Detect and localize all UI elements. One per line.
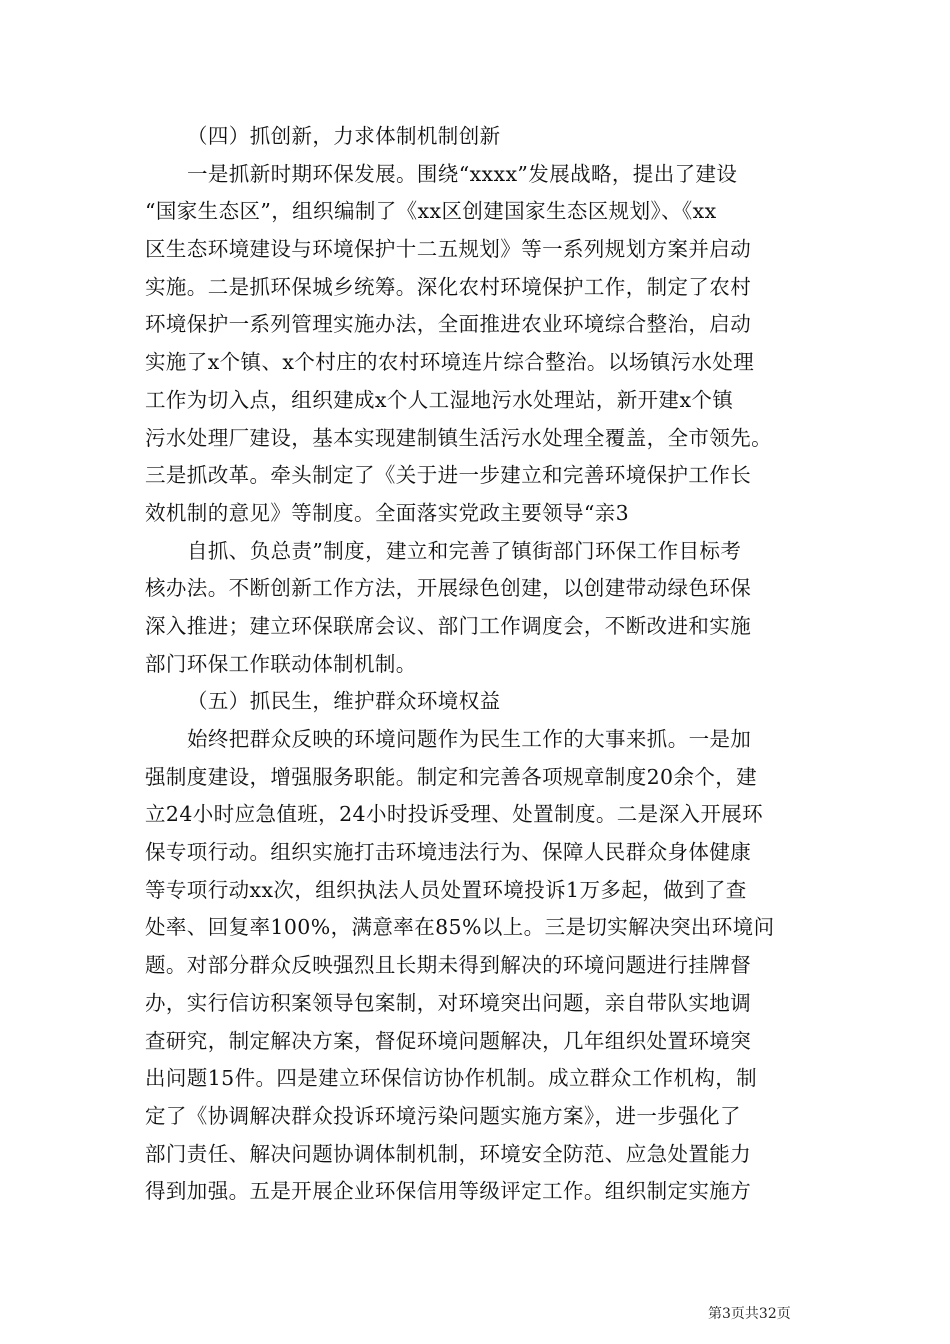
paragraph-line: 一是抓新时期环保发展。围绕“xxxx”发展战略，提出了建设 bbox=[187, 161, 738, 186]
paragraph-line: “国家生态区”，组织编制了《xx区创建国家生态区规划》、《xx bbox=[145, 199, 717, 224]
paragraph-line: 题。对部分群众反映强烈且长期未得到解决的环境问题进行挂牌督 bbox=[145, 953, 752, 978]
section-heading-4: （四）抓创新，力求体制机制创新 bbox=[187, 124, 501, 148]
document-body bbox=[145, 118, 808, 1211]
paragraph-line: 实施了x个镇、x个村庄的农村环境连片综合整治。以场镇污水处理 bbox=[145, 350, 755, 375]
paragraph-line: 部门环保工作联动体制机制。 bbox=[145, 651, 417, 676]
section-heading-5: （五）抓民生，维护群众环境权益 bbox=[187, 689, 501, 714]
page-number: 第3页共32页 bbox=[708, 1306, 791, 1322]
paragraph-line: 办，实行信访积案领导包案制，对环境突出问题，亲自带队实地调 bbox=[145, 990, 752, 1015]
paragraph-line: 环境保护一系列管理实施办法，全面推进农业环境综合整治，启动 bbox=[145, 312, 752, 337]
paragraph-livelihood bbox=[145, 721, 808, 1211]
paragraph-line: 处率、回复率100%，满意率在85%以上。三是切实解决突出环境问 bbox=[145, 915, 775, 940]
paragraph-line: 工作为切入点，组织建成x个人工湿地污水处理站，新开建x个镇 bbox=[145, 387, 734, 412]
paragraph-line: 定了《协调解决群众投诉环境污染问题实施方案》，进一步强化了 bbox=[145, 1103, 741, 1128]
paragraph-line: 得到加强。五是开展企业环保信用等级评定工作。组织制定实施方 bbox=[145, 1179, 752, 1204]
paragraph-continuation bbox=[145, 533, 808, 684]
paragraph-line: 强制度建设，增强服务职能。制定和完善各项规章制度20余个，建 bbox=[145, 764, 758, 789]
paragraph-line: 部门责任、解决问题协调体制机制，环境安全防范、应急处置能力 bbox=[145, 1141, 752, 1166]
paragraph-innovation bbox=[145, 156, 808, 533]
paragraph-line: 核办法。不断创新工作方法，开展绿色创建，以创建带动绿色环保 bbox=[145, 576, 752, 601]
paragraph-line: 等专项行动xx次，组织执法人员处置环境投诉1万多起，做到了查 bbox=[145, 877, 747, 902]
paragraph-line: 效机制的意见》等制度。全面落实党政主要领导“亲3 bbox=[145, 500, 630, 525]
paragraph-line: 查研究，制定解决方案，督促环境问题解决，几年组织处置环境突 bbox=[145, 1028, 752, 1053]
paragraph-line: 保专项行动。组织实施打击环境违法行为、保障人民群众身体健康 bbox=[145, 840, 752, 865]
paragraph-line: 区生态环境建设与环境保护十二五规划》等一系列规划方案并启动 bbox=[145, 237, 752, 262]
paragraph-line: 三是抓改革。牵头制定了《关于进一步建立和完善环境保护工作长 bbox=[145, 463, 752, 488]
paragraph-line: 始终把群众反映的环境问题作为民生工作的大事来抓。一是加 bbox=[187, 727, 752, 751]
paragraph-line: 实施。二是抓环保城乡统筹。深化农村环境保护工作，制定了农村 bbox=[145, 274, 752, 299]
paragraph-line: 污水处理厂建设，基本实现建制镇生活污水处理全覆盖，全市领先。 bbox=[145, 425, 772, 450]
paragraph-line: 立24小时应急值班，24小时投诉受理、处置制度。二是深入开展环 bbox=[145, 802, 764, 827]
paragraph-line: 深入推进；建立环保联席会议、部门工作调度会，不断改进和实施 bbox=[145, 613, 752, 638]
paragraph-line: 自抓、负总责”制度，建立和完善了镇街部门环保工作目标考 bbox=[187, 538, 742, 563]
paragraph-line: 出问题15件。四是建立环保信访协作机制。成立群众工作机构，制 bbox=[145, 1066, 758, 1091]
